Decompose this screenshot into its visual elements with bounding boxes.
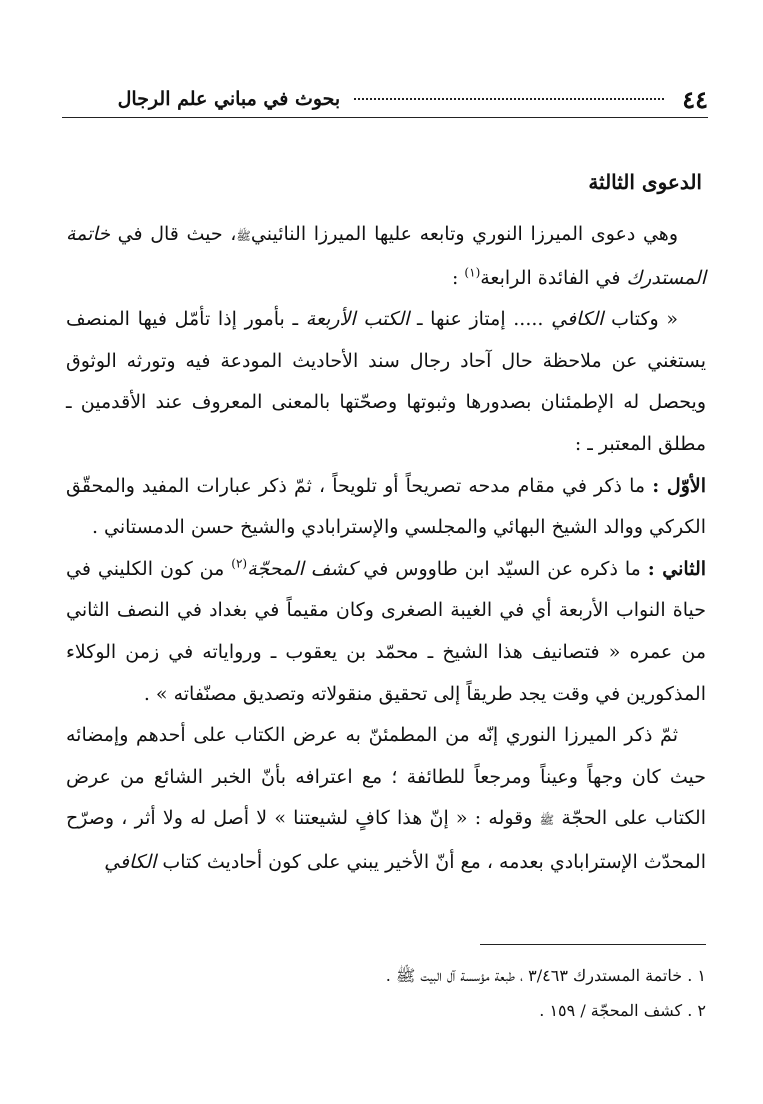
footnotes <box>66 958 706 1028</box>
quote-text-1: « وكتاب <box>603 308 678 331</box>
second-point-label: الثاني : <box>647 557 707 580</box>
intro-text-1: وهي دعوى الميرزا النوري وتابعه عليها الميرزا النائيني <box>250 223 678 245</box>
quote-kutub-title: الكتب الأربعة <box>305 308 410 331</box>
closing-paragraph <box>66 715 706 883</box>
closing-kafi-title: الكافي <box>104 850 157 873</box>
footnote-1: ١ . خاتمة المستدرك ٣/٤٦٣ ، طبعة مؤسسة آل البيت ﷺ . <box>385 966 706 985</box>
first-point-text: ما ذكر في مقام مدحه تصريحاً أو تلويحاً ، ثمّ ذكر عبارات المفيد والمحقّق الكركي ووالد الشيخ البهائي والمجلسي والإسترابادي والشيخ حسن الدمستاني . <box>66 474 706 539</box>
quote-paragraph <box>66 299 706 465</box>
second-point-paragraph <box>66 549 706 715</box>
page-header <box>62 86 708 112</box>
first-point-paragraph <box>66 466 706 549</box>
intro-text-4: : <box>451 266 465 289</box>
footnote-2: ٢ . كشف المحجّة / ١٥٩ . <box>539 1001 706 1020</box>
intro-paragraph <box>66 214 706 299</box>
main-text <box>66 160 706 884</box>
section-title: الدعوى الثالثة <box>588 170 702 194</box>
second-point-book-title: كشف المحجّة <box>247 557 357 580</box>
header-rule <box>62 117 708 118</box>
closing-text-2: وقوله : « إنّ هذا كافٍ لشيعتنا » لا أصل له ولا أثر ، وصرّح المحدّث الإسترابادي بعدمه ، مع أنّ الأخير يبني على كون أحاديث كتاب <box>66 807 706 873</box>
footnote-ref-2: (٢) <box>231 556 248 571</box>
intro-text-2: ، حيث قال في <box>110 223 237 245</box>
quote-text-2: ..... إمتاز عنها ـ <box>409 308 552 331</box>
page-number: ٤٤ <box>682 84 708 114</box>
closing-text-1: ثمّ ذكر الميرزا النوري إنّه من المطمئنّ به عرض الكتاب على أحدهم وإمضائه حيث كان وجهاً وعيناً ومرجعاً للطائفة ؛ مع اعترافه بأنّ الخبر الشائع من عرض الكتاب على الحجّة <box>66 724 706 830</box>
footnote-rule <box>480 944 706 945</box>
quote-text-3: ـ بأمور إذا تأمّل فيها المنصف يستغني عن ملاحظة حال آحاد رجال سند الأحاديث المودعة فيه وتورثه الوثوق ويحصل له الإطمئنان بصدورها وثبوتها وصحّتها بالمعنى المعروف عند الأقدمين ـ مطلق المعتبر ـ : <box>66 308 706 455</box>
intro-book-title: خاتمة المستدرك <box>66 223 706 289</box>
closing-honorific-symbol: ﷺ <box>539 813 555 828</box>
second-point-text-2: من كون الكليني في حياة النواب الأربعة أي في الغيبة الصغرى وكان مقيماً في بغداد في النصف الثاني من عمره « فتصانيف هذا الشيخ ـ محمّد بن يعقوب ـ ورواياته في زمن الوكلاء المذكورين في وقت يجد طريقاً إلى تحقيق منقولاته وتصديق مصنّفاته » . <box>66 557 706 705</box>
honorific-symbol: ﷺ <box>236 229 251 243</box>
footnote-ref-1: (١) <box>464 265 481 280</box>
header-dot-leader <box>354 98 664 100</box>
quote-kafi-title: الكافي <box>551 308 604 331</box>
running-title: بحوث في مباني علم الرجال <box>117 88 341 110</box>
second-point-text-1: ما ذكره عن السيّد ابن طاووس في <box>356 557 648 580</box>
intro-text-3: في الفائدة الرابعة <box>480 266 627 289</box>
first-point-label: الأوّل : <box>652 474 706 497</box>
